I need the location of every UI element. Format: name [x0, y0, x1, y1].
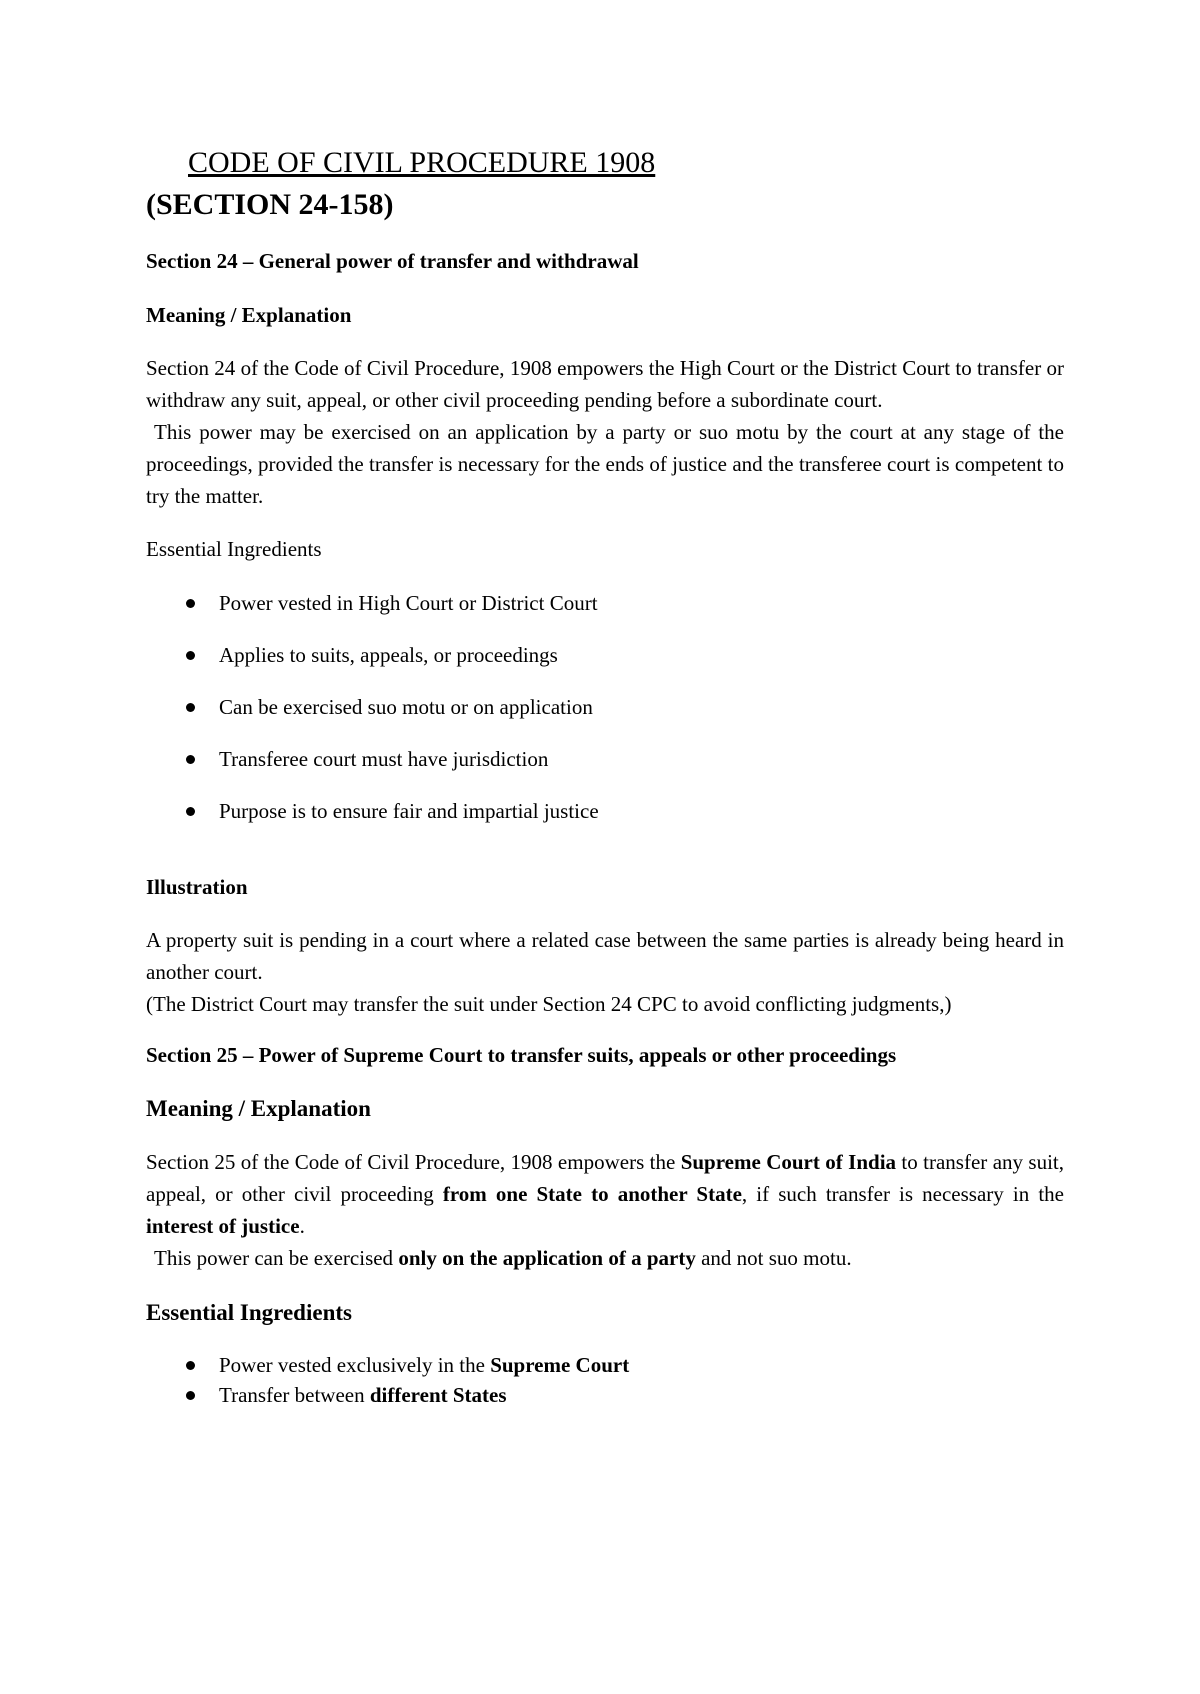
document-body	[146, 142, 1064, 1410]
bullet-icon	[186, 1361, 195, 1370]
document-title: CODE OF CIVIL PROCEDURE 1908	[188, 146, 656, 179]
section-24-ingredients-list	[146, 588, 1064, 826]
list-item: Purpose is to ensure fair and impartial justice	[146, 796, 1064, 826]
bullet-icon	[186, 703, 195, 712]
list-item: Transferee court must have jurisdiction	[146, 744, 1064, 774]
section-24-paragraph-1: Section 24 of the Code of Civil Procedure, 1908 empowers the High Court or the District Court to transfer or withdraw any suit, appeal, or other civil proceeding pending before a subordinate court.	[146, 356, 1064, 412]
list-item: Can be exercised suo motu or on application	[146, 692, 1064, 722]
bullet-icon	[186, 755, 195, 764]
bullet-icon	[186, 807, 195, 816]
section-24-ingredients-heading: Essential Ingredients	[146, 537, 322, 561]
section-25-meaning-heading: Meaning / Explanation	[146, 1096, 371, 1121]
section-24-illustration-text: A property suit is pending in a court where a related case between the same parties is already being heard in another court.	[146, 928, 1064, 984]
list-item: Applies to suits, appeals, or proceedings	[146, 640, 1064, 670]
section-25-paragraph-1: Section 25 of the Code of Civil Procedure, 1908 empowers the Supreme Court of India to transfer any suit, appeal, or other civil proceeding from one State to another State, if such transfer is necessary in the interest of justice.	[146, 1150, 1064, 1238]
section-24-illustration-note: (The District Court may transfer the suit under Section 24 CPC to avoid conflicting judgments,)	[146, 992, 952, 1016]
list-item: Power vested exclusively in the Supreme Court	[146, 1350, 1064, 1380]
section-24-illustration-heading: Illustration	[146, 875, 248, 899]
section-25-ingredients-list	[146, 1350, 1064, 1410]
section-25-heading: Section 25 – Power of Supreme Court to transfer suits, appeals or other proceedings	[146, 1043, 897, 1067]
section-25-ingredients-heading: Essential Ingredients	[146, 1300, 352, 1325]
list-item: Transfer between different States	[146, 1380, 1064, 1410]
section-25-paragraph-2: This power can be exercised only on the application of a party and not suo motu.	[154, 1246, 852, 1270]
section-24-heading: Section 24 – General power of transfer and withdrawal	[146, 249, 639, 273]
bullet-icon	[186, 599, 195, 608]
section-24-paragraph-2: This power may be exercised on an application by a party or suo motu by the court at any stage of the proceedings, provided the transfer is necessary for the ends of justice and the transferee court is competent to try the matter.	[146, 420, 1064, 508]
bullet-icon	[186, 651, 195, 660]
section-24-meaning-heading: Meaning / Explanation	[146, 303, 352, 327]
document-subtitle: (SECTION 24-158)	[146, 188, 394, 221]
list-item: Power vested in High Court or District Court	[146, 588, 1064, 618]
bullet-icon	[186, 1391, 195, 1400]
